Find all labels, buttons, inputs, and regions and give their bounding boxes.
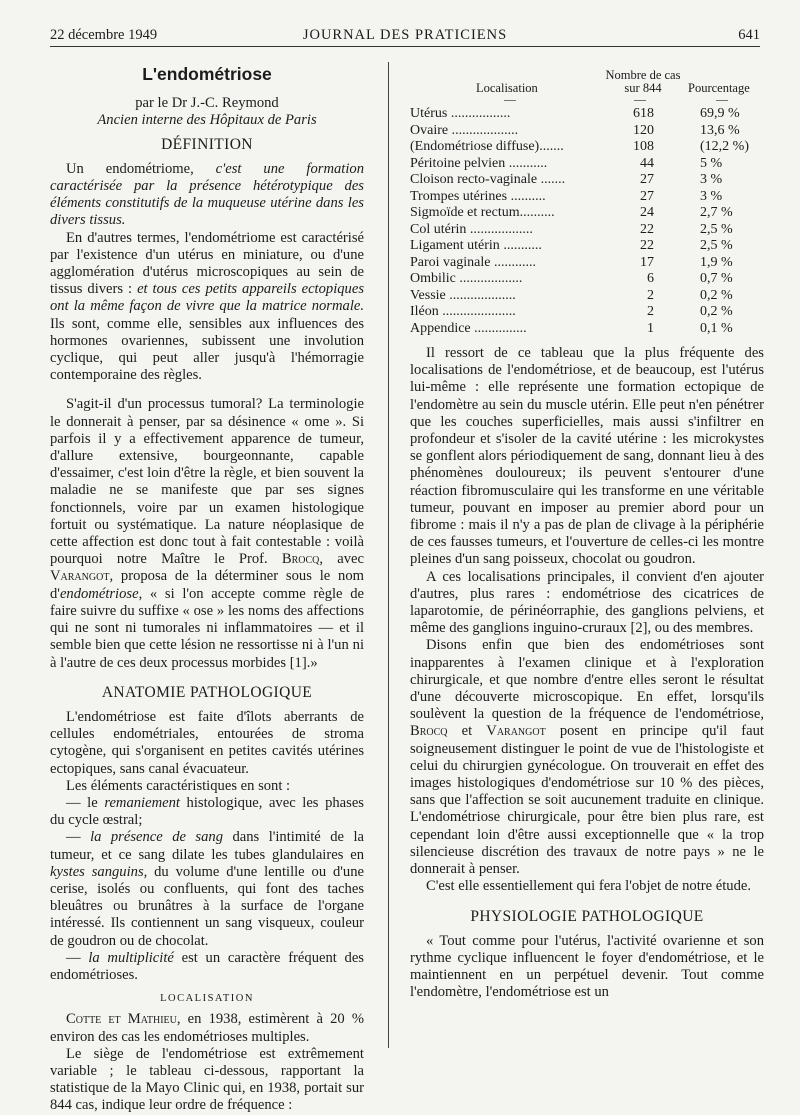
row-localisation: Ombilic .................. bbox=[410, 271, 523, 286]
row-percentage: 3 % bbox=[700, 188, 723, 204]
definition-paragraph-1: Un endométriome, c'est une formation caractérisée par la présence hétérotypique des éléments constitutifs de la muqueuse utérine dans les divers tissus. bbox=[50, 160, 365, 229]
row-count: 22 bbox=[640, 238, 654, 253]
row-count: 24 bbox=[640, 205, 654, 220]
row-count: 44 bbox=[640, 155, 654, 171]
table-row bbox=[410, 123, 764, 140]
table-row bbox=[410, 238, 764, 255]
row-count: 2 bbox=[647, 304, 654, 319]
article-byline: par le Dr J.-C. Reymond bbox=[135, 95, 279, 112]
table-row bbox=[410, 288, 764, 305]
anatomie-paragraph-1: L'endométriose est faite d'îlots aberrants de cellules endométriales, entourées de stroma cytogène, qui s'organisent en petites cavités utérines ectopiques, sans canal évacuateur. bbox=[50, 708, 364, 777]
table-row bbox=[410, 106, 764, 123]
definition-paragraph-3: S'agit-il d'un processus tumoral? La terminologie le donnerait à penser, par sa désinence « ome ». Si parfois il y a effectivement apparence de tumeur, d'allure extensive, bourgeonnante, capable d'essaimer, c'est loin d'être la règle, et bien souvent la maladie ne se manifeste que par ses signes fonctionnels, voire par un examen histologique fortuit ou systématique. La nature néoplasique de cette affection est donc tout à fait contestable : voilà pourquoi notre Maître le Prof. Brocq, avec Varangot, proposa de la déterminer sous le nom d'endométriose, « si l'on accepte comme règle de faire suivre du suffixe « ose » les noms des affections qui ne sont ni tumorales ni inflammatoires — et il semble bien que cette lésion ne ressortisse ni à l'un ni à l'autre de ces deux processus morbides [1].» bbox=[50, 396, 364, 671]
row-percentage: 0,2 % bbox=[700, 287, 733, 303]
col-header-pourcentage: Pourcentage bbox=[688, 81, 750, 95]
table-row bbox=[410, 321, 764, 338]
row-localisation: (Endométriose diffuse)....... bbox=[410, 139, 564, 154]
localisation-paragraph-2: Le siège de l'endométriose est extrêmement variable ; le tableau ci-dessous, rapportant la statistique de la Mayo Clinic qui, en 1938, portait sur 844 cas, indique leur ordre de fréquence : bbox=[50, 1045, 364, 1114]
row-localisation: Utérus ................. bbox=[410, 106, 511, 121]
header-date: 22 décembre 1949 bbox=[50, 27, 158, 43]
row-percentage: 3 % bbox=[700, 172, 723, 187]
row-percentage: (12,2 %) bbox=[700, 139, 749, 154]
row-count: 618 bbox=[633, 106, 654, 121]
anatomie-item-2: — la présence de sang dans l'intimité de la tumeur, et ce sang dilate les tubes glandulaires en kystes sanguins, du volume d'une lentille ou d'une cerise, isolés ou confluents, qui font des taches bleuâtres ou brunâtres à la surface de l'organe intéressé. Ils contiennent un sang visqueux, couleur de goudron ou de chocolat. bbox=[50, 829, 364, 949]
row-leader-dots: ............ bbox=[490, 254, 536, 270]
row-count: 27 bbox=[640, 172, 654, 187]
row-leader-dots: ........... bbox=[499, 238, 542, 253]
row-localisation: Trompes utérines .......... bbox=[410, 188, 546, 204]
definition-paragraph-2: En d'autres termes, l'endométriome est caractérisé par l'existence d'un utérus en miniature, ou d'une agglomération d'utérus microscopiques au sein de tissus divers : et tous ces petits appareils ectopiques ont la même façon de vivre que la matrice normale. Ils sont, comme elle, sensibles aux influences des hormones ovariennes, subissent une involution cyclique, qui peut aller jusqu'à l'hémorragie contemporaine des règles. bbox=[50, 229, 364, 384]
anatomie-paragraph-2: Les éléments caractéristiques en sont : bbox=[66, 777, 291, 794]
table-header bbox=[410, 62, 764, 98]
row-percentage: 0,7 % bbox=[700, 271, 733, 286]
col-header-localisation: Localisation bbox=[476, 81, 538, 95]
row-localisation: Ovaire ................... bbox=[410, 122, 519, 138]
localisation-paragraph-1: Cotte et Mathieu, en 1938, estimèrent à 20 % environ des cas les endométrioses multiples. bbox=[50, 1011, 365, 1045]
article-title: L'endométriose bbox=[142, 64, 272, 84]
table-row bbox=[410, 304, 764, 321]
row-count: 22 bbox=[640, 221, 654, 237]
row-leader-dots: .................. bbox=[455, 271, 523, 286]
row-count: 1 bbox=[647, 320, 654, 336]
row-percentage: 0,1 % bbox=[700, 320, 733, 336]
row-localisation: Cloison recto-vaginale ....... bbox=[410, 172, 566, 187]
row-leader-dots: .................. bbox=[466, 221, 533, 237]
right-paragraph-1: Il ressort de ce tableau que la plus fréquente des localisations de l'endométriose, et de beaucoup, est l'utérus lui-même : elle représente une formation ectopique de l'endomètre au sein du muscle utérin. Elle peut n'en pénétrer que les couches superficielles, mais aussi s'infiltrer en profondeur et s'isoler de la cavité utérine : les microkystes se gonflent alors périodiquement de sang, donnant lieu à des phénomènes douloureux; ils peuvent s'entourer d'une réaction fibromusculaire qui les transforme en une véritable tumeur, pouvant en imposer au premier abord pour un fibrome : mais il n'y a pas de plan de clivage à la périphérie de ces fausses tumeurs, et l'ouverture de celles-ci les montre pleines d'un sang poisseux, chocolat ou goudron. bbox=[410, 345, 764, 568]
row-localisation: Paroi vaginale ............ bbox=[410, 254, 536, 270]
col-header-nombre: Nombre de cas sur 844 bbox=[605, 68, 681, 95]
table-row bbox=[410, 271, 764, 288]
row-percentage: 5 % bbox=[700, 155, 723, 171]
row-percentage: 1,9 % bbox=[700, 254, 733, 270]
table-row bbox=[410, 255, 764, 272]
table-row bbox=[410, 156, 764, 173]
anatomie-item-3: — la multiplicité est un caractère fréquent des endométrioses. bbox=[50, 949, 364, 983]
row-percentage: 2,7 % bbox=[700, 205, 733, 220]
row-leader-dots: ............... bbox=[470, 320, 527, 336]
row-leader-dots: ....... bbox=[539, 139, 564, 154]
row-leader-dots: ..................... bbox=[438, 304, 516, 319]
table-row bbox=[410, 222, 764, 239]
row-percentage: 13,6 % bbox=[700, 122, 740, 138]
row-count: 27 bbox=[640, 188, 654, 204]
right-paragraph-5: « Tout comme pour l'utérus, l'activité ovarienne et son rythme cyclique influencent le foyer d'endométriose, et le maintiennent en un perpétuel devenir. Tout comme l'endomètre, l'endométriose est un bbox=[410, 932, 764, 1001]
row-leader-dots: ........... bbox=[505, 155, 548, 171]
row-percentage: 2,5 % bbox=[700, 238, 733, 253]
row-localisation: Sigmoïde et rectum.......... bbox=[410, 205, 555, 220]
row-localisation: Ligament utérin ........... bbox=[410, 238, 542, 253]
author-affiliation: Ancien interne des Hôpitaux de Paris bbox=[97, 112, 317, 129]
right-paragraph-3: Disons enfin que bien des endométrioses sont inapparentes à l'examen clinique et à l'exploration chirurgicale, et que nombre d'entre elles seront le résultat d'une découverte microscopique. En effet, lorsqu'ils soulèvent la question de la fréquence de l'endométriose, Brocq et Varangot posent en principe qu'il faut soigneusement distinguer le point de vue de l'histologiste et celui du chirurgien gynécologue. On trouverait en effet des images histologiques d'endométriose sur 10 % des pièces, sans que l'affection se soit aucunement traduite en clinique. L'endométriose chirurgicale, pour être bien plus rare, est cependant loin d'être aussi exceptionnelle que « la trop silencieuse discrétion des travaux de notre pays » ne le donnerait à penser. bbox=[410, 637, 764, 878]
row-count: 6 bbox=[647, 271, 654, 286]
row-count: 120 bbox=[633, 122, 654, 138]
row-count: 2 bbox=[647, 287, 654, 303]
row-percentage: 2,5 % bbox=[700, 221, 733, 237]
anatomie-item-1: — le remaniement histologique, avec les phases du cycle œstral; bbox=[50, 794, 364, 829]
page-number: 641 bbox=[738, 27, 760, 43]
page-header bbox=[50, 24, 760, 47]
row-leader-dots: .......... bbox=[507, 188, 546, 204]
row-count: 108 bbox=[633, 139, 654, 154]
row-localisation: Péritoine pelvien ........... bbox=[410, 155, 548, 171]
table-header-dashes: — — — bbox=[504, 92, 728, 106]
heading-localisation: LOCALISATION bbox=[160, 993, 254, 1005]
table-body bbox=[410, 106, 764, 337]
row-leader-dots: .......... bbox=[519, 205, 555, 220]
row-localisation: Col utérin .................. bbox=[410, 221, 533, 237]
row-percentage: 69,9 % bbox=[700, 106, 740, 121]
row-localisation: Appendice ............... bbox=[410, 320, 527, 336]
row-leader-dots: ................... bbox=[448, 122, 519, 138]
right-column bbox=[410, 62, 764, 1002]
row-leader-dots: ................... bbox=[445, 287, 516, 303]
right-paragraph-2: A ces localisations principales, il convient d'en ajouter d'autres, plus rares : endométriose des cicatrices de laparotomie, de périnéorraphie, des ganglions pelviens, et même des ganglions inguino-cruraux [2], ou des membres. bbox=[410, 568, 764, 637]
table-row bbox=[410, 139, 764, 156]
journal-title: JOURNAL DES PRATICIENS bbox=[302, 27, 508, 43]
row-leader-dots: ....... bbox=[537, 172, 566, 187]
heading-anatomie: ANATOMIE PATHOLOGIQUE bbox=[101, 683, 313, 701]
right-paragraph-4: C'est elle essentiellement qui fera l'objet de notre étude. bbox=[426, 878, 751, 895]
column-divider bbox=[388, 62, 389, 1048]
table-row bbox=[410, 189, 764, 206]
row-leader-dots: ................. bbox=[447, 106, 511, 121]
row-percentage: 0,2 % bbox=[700, 304, 733, 319]
heading-physiologie: PHYSIOLOGIE PATHOLOGIQUE bbox=[470, 907, 704, 925]
row-localisation: Iléon ..................... bbox=[410, 304, 516, 319]
left-column bbox=[50, 62, 364, 1115]
heading-definition: DÉFINITION bbox=[161, 135, 253, 153]
frequency-table bbox=[410, 62, 764, 337]
table-row bbox=[410, 172, 764, 189]
table-row bbox=[410, 205, 764, 222]
row-count: 17 bbox=[640, 254, 654, 270]
row-localisation: Vessie ................... bbox=[410, 287, 516, 303]
